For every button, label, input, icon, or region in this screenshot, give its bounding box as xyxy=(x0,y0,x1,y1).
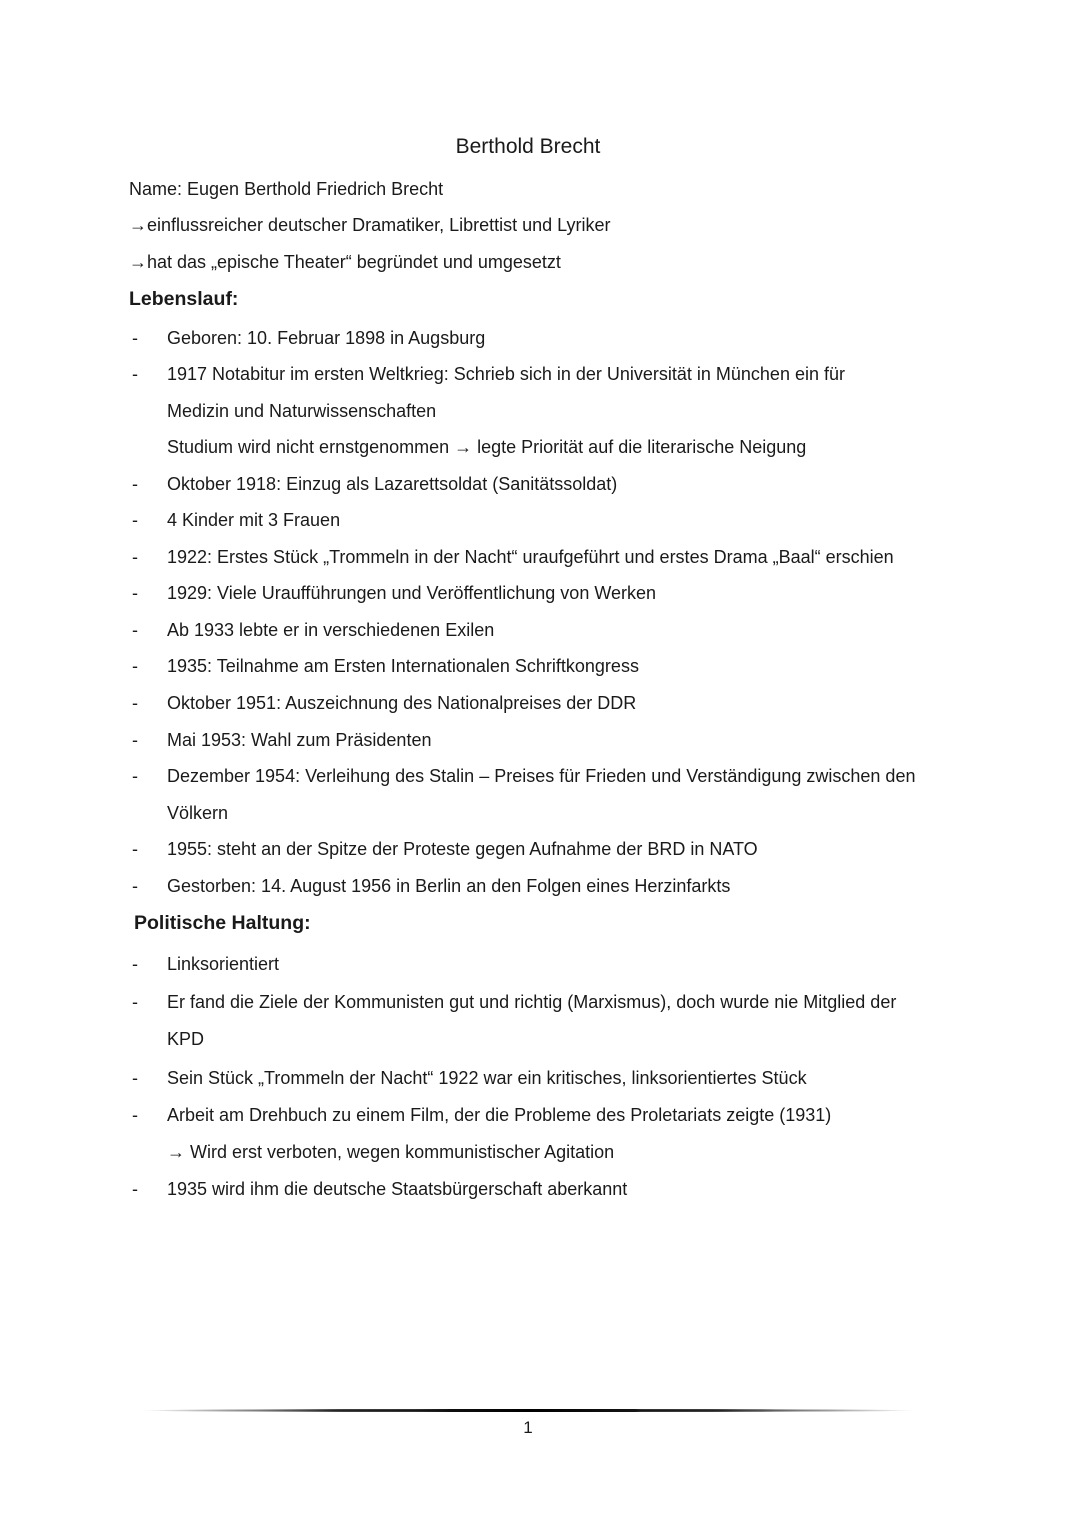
list-bullet: - xyxy=(132,1068,138,1088)
list-item: Geboren: 10. Februar 1898 in Augsburg xyxy=(167,328,486,348)
list-bullet: - xyxy=(132,766,138,786)
list-bullet: - xyxy=(132,876,138,896)
list-item: Gestorben: 14. August 1956 in Berlin an den Folgen eines Herzinfarkts xyxy=(167,876,731,896)
list-item: 1917 Notabitur im ersten Weltkrieg: Schrieb sich in der Universität in München ein für xyxy=(167,364,845,384)
list-bullet: - xyxy=(132,510,138,530)
list-bullet: - xyxy=(132,992,138,1012)
list-bullet: - xyxy=(132,1179,138,1199)
list-bullet: - xyxy=(132,730,138,750)
list-item: 1929: Viele Uraufführungen und Veröffentlichung von Werken xyxy=(167,583,657,603)
list-bullet: - xyxy=(132,839,138,859)
list-item: Er fand die Ziele der Kommunisten gut und richtig (Marxismus), doch wurde nie Mitglied der xyxy=(167,992,897,1012)
list-bullet: - xyxy=(132,954,138,974)
list-item: Arbeit am Drehbuch zu einem Film, der die Probleme des Proletariats zeigte (1931) xyxy=(167,1105,832,1125)
list-bullet: - xyxy=(132,547,138,567)
list-item: Oktober 1918: Einzug als Lazarettsoldat (Sanitätssoldat) xyxy=(167,474,618,494)
list-bullet: - xyxy=(132,693,138,713)
list-item-continuation: Völkern xyxy=(167,803,229,823)
list-item: 1935: Teilnahme am Ersten Internationalen Schriftkongress xyxy=(167,656,639,676)
list-bullet: - xyxy=(132,1105,138,1125)
list-bullet: - xyxy=(132,656,138,676)
list-item: Linksorientiert xyxy=(167,954,280,974)
list-item: 4 Kinder mit 3 Frauen xyxy=(167,510,341,530)
list-bullet: - xyxy=(132,364,138,384)
list-bullet: - xyxy=(132,328,138,348)
politische-haltung-heading: Politische Haltung: xyxy=(134,912,311,934)
list-item: 1955: steht an der Spitze der Proteste gegen Aufnahme der BRD in NATO xyxy=(167,839,758,859)
list-item: Mai 1953: Wahl zum Präsidenten xyxy=(167,730,432,750)
list-item: 1935 wird ihm die deutsche Staatsbürgerschaft aberkannt xyxy=(167,1179,628,1199)
list-item: Sein Stück „Trommeln der Nacht“ 1922 war ein kritisches, linksorientiertes Stück xyxy=(167,1068,807,1088)
intro-name-line: Name: Eugen Berthold Friedrich Brecht xyxy=(129,179,444,199)
footer-divider xyxy=(140,1409,916,1412)
list-item: Oktober 1951: Auszeichnung des Nationalpreises der DDR xyxy=(167,693,637,713)
list-bullet: - xyxy=(132,474,138,494)
intro-epic-theater-line: →hat das „epische Theater“ begründet und umgesetzt xyxy=(129,252,561,272)
list-item-continuation: Medizin und Naturwissenschaften xyxy=(167,401,437,421)
intro-description-line: →einflussreicher deutscher Dramatiker, Librettist und Lyriker xyxy=(129,215,611,235)
list-item-continuation: Studium wird nicht ernstgenommen → legte Priorität auf die literarische Neigung xyxy=(167,437,807,457)
list-bullet: - xyxy=(132,583,138,603)
page-number: 1 xyxy=(523,1418,533,1437)
list-item: 1922: Erstes Stück „Trommeln in der Nacht“ uraufgeführt und erstes Drama „Baal“ erschien xyxy=(167,547,894,567)
lebenslauf-heading: Lebenslauf: xyxy=(129,288,239,310)
list-item: Ab 1933 lebte er in verschiedenen Exilen xyxy=(167,620,495,640)
list-item: Dezember 1954: Verleihung des Stalin – Preises für Frieden und Verständigung zwischen den xyxy=(167,766,916,786)
list-bullet: - xyxy=(132,620,138,640)
list-item-continuation: KPD xyxy=(167,1029,205,1049)
page-title: Berthold Brecht xyxy=(455,135,601,158)
list-item-continuation: → Wird erst verboten, wegen kommunistischer Agitation xyxy=(167,1142,615,1162)
